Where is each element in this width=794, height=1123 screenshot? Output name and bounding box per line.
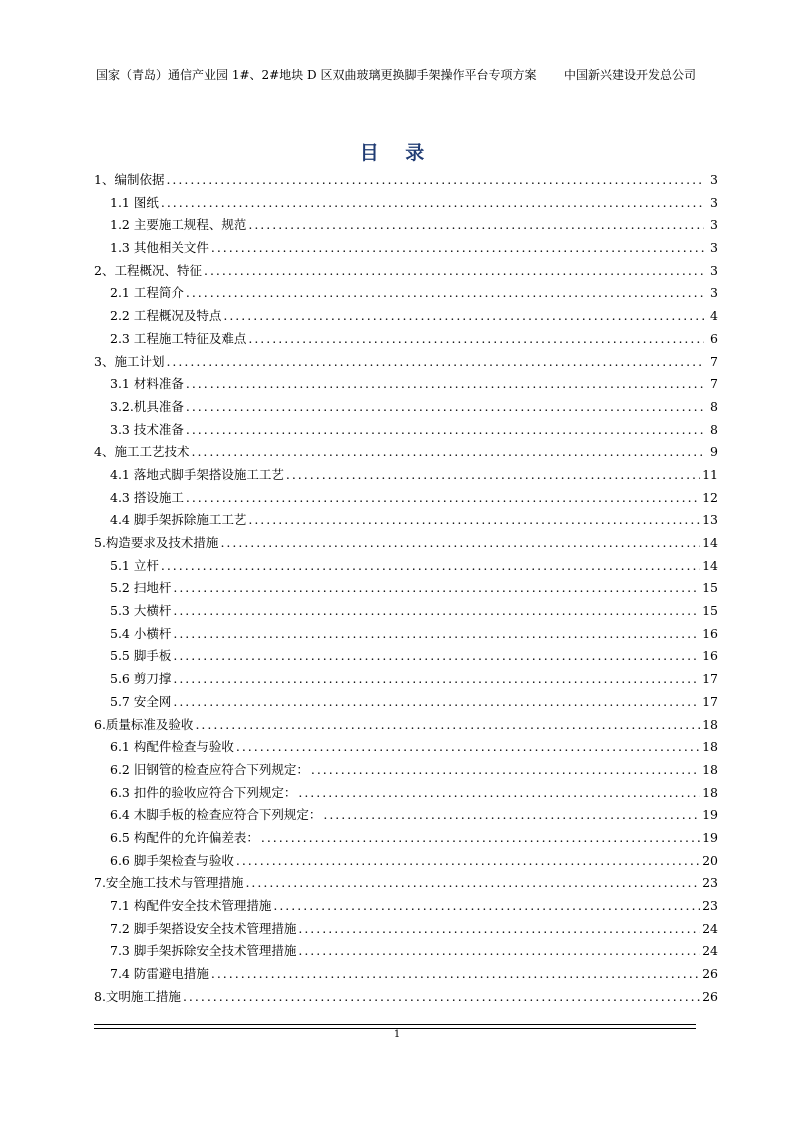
toc-dot-leader bbox=[298, 921, 700, 936]
toc-entry-label: 3、施工计划 bbox=[94, 353, 165, 369]
toc-entry-label: 5.4 小横杆 bbox=[110, 625, 172, 641]
toc-page-number: 12 bbox=[702, 489, 718, 505]
toc-page-number: 15 bbox=[702, 603, 718, 619]
toc-dot-leader bbox=[186, 285, 704, 300]
toc-title: 目 录 bbox=[359, 142, 435, 164]
toc-entry-label: 4、施工工艺技术 bbox=[94, 444, 190, 460]
toc-subentry[interactable] bbox=[94, 306, 718, 329]
toc-entry-label: 7.4 防雷避电措施 bbox=[110, 966, 209, 982]
toc-page-number: 16 bbox=[702, 648, 718, 664]
toc-page-number: 17 bbox=[702, 671, 718, 687]
toc-dot-leader bbox=[248, 331, 704, 346]
toc-dot-leader bbox=[166, 172, 704, 187]
toc-entry[interactable] bbox=[94, 352, 718, 375]
toc-entry-label: 4.1 落地式脚手架搭设施工工艺 bbox=[110, 466, 284, 482]
toc-entry-label: 7.2 脚手架搭设安全技术管理措施 bbox=[110, 920, 297, 936]
toc-subentry[interactable] bbox=[94, 283, 718, 306]
toc-subentry[interactable] bbox=[94, 760, 718, 783]
toc-entry-label: 6.4 木脚手板的检查应符合下列规定： bbox=[110, 807, 322, 823]
toc-dot-leader bbox=[166, 354, 704, 369]
toc-entry-label: 4.4 脚手架拆除施工工艺 bbox=[110, 512, 247, 528]
toc-entry-label: 5.3 大横杆 bbox=[110, 603, 172, 619]
toc-subentry[interactable] bbox=[94, 783, 718, 806]
toc-entry-label: 2.3 工程施工特征及难点 bbox=[110, 330, 247, 346]
toc-page-number: 26 bbox=[702, 966, 718, 982]
toc-subentry[interactable] bbox=[94, 896, 718, 919]
toc-page-number: 19 bbox=[702, 829, 718, 845]
toc-page-number: 6 bbox=[710, 330, 718, 346]
toc-page-number: 8 bbox=[710, 421, 718, 437]
toc-page-number: 4 bbox=[710, 308, 718, 324]
toc-page-number: 3 bbox=[710, 194, 718, 210]
toc-dot-leader bbox=[223, 308, 704, 323]
toc-page-number: 18 bbox=[702, 784, 718, 800]
page-header bbox=[96, 66, 696, 86]
toc-dot-leader bbox=[298, 943, 700, 958]
toc-page-number: 18 bbox=[702, 739, 718, 755]
toc-dot-leader bbox=[248, 217, 704, 232]
toc-entry-label: 7.1 构配件安全技术管理措施 bbox=[110, 898, 272, 913]
toc-subentry[interactable] bbox=[94, 919, 718, 942]
toc-subentry[interactable] bbox=[94, 193, 718, 216]
toc-dot-leader bbox=[261, 830, 700, 845]
toc-page-number: 24 bbox=[702, 920, 718, 936]
toc-page-number: 11 bbox=[702, 466, 718, 482]
toc-page-number: 7 bbox=[710, 353, 718, 369]
toc-entry-label: 5.1 立杆 bbox=[110, 557, 159, 573]
toc-dot-leader bbox=[286, 467, 700, 482]
toc-entry[interactable] bbox=[94, 533, 718, 556]
toc-dot-leader bbox=[211, 966, 700, 981]
toc-entry-label: 6.3 扣件的验收应符合下列规定： bbox=[110, 784, 297, 800]
toc-page-number: 7 bbox=[710, 376, 718, 392]
toc-subentry[interactable] bbox=[94, 941, 718, 964]
toc-subentry[interactable] bbox=[94, 828, 718, 851]
footer-divider bbox=[94, 1024, 696, 1025]
toc-entry-label: 6.6 脚手架检查与验收 bbox=[110, 852, 234, 868]
toc-dot-leader bbox=[245, 875, 700, 890]
toc-subentry[interactable] bbox=[94, 329, 718, 352]
toc-dot-leader bbox=[173, 580, 700, 595]
toc-dot-leader bbox=[186, 376, 704, 391]
toc-page-number: 17 bbox=[702, 693, 718, 709]
toc-entry-label: 6.质量标准及验收 bbox=[94, 716, 194, 732]
toc-page-number: 18 bbox=[702, 761, 718, 777]
toc-page-number: 26 bbox=[702, 988, 718, 1004]
toc-page-number: 19 bbox=[702, 807, 718, 823]
toc-entry-label: 5.5 脚手板 bbox=[110, 648, 172, 664]
toc-page-number: 14 bbox=[702, 557, 718, 573]
toc-page-number: 3 bbox=[710, 285, 718, 301]
toc-page-number: 23 bbox=[702, 898, 718, 913]
toc-subentry[interactable] bbox=[94, 964, 718, 987]
toc-entry-label: 6.5 构配件的允许偏差表： bbox=[110, 829, 259, 845]
toc-dot-leader bbox=[173, 671, 700, 686]
toc-entry-label: 3.2.机具准备 bbox=[110, 398, 184, 414]
toc-dot-leader bbox=[191, 444, 704, 459]
toc-subentry[interactable] bbox=[94, 805, 718, 828]
toc-entry-label: 5.2 扫地杆 bbox=[110, 580, 172, 596]
toc-subentry[interactable] bbox=[94, 669, 718, 692]
toc-entry-label: 1.2 主要施工规程、规范 bbox=[110, 217, 247, 233]
toc-dot-leader bbox=[173, 694, 700, 709]
toc-dot-leader bbox=[173, 603, 700, 618]
toc-page-number: 9 bbox=[710, 444, 718, 460]
toc-entry-label: 5.构造要求及技术措施 bbox=[94, 535, 219, 550]
toc-page-number: 8 bbox=[710, 398, 718, 414]
toc-page-number: 24 bbox=[702, 943, 718, 959]
toc-dot-leader bbox=[161, 195, 704, 210]
toc-page-number: 18 bbox=[702, 716, 718, 732]
toc-page-number: 23 bbox=[702, 875, 718, 891]
toc-dot-leader bbox=[236, 739, 700, 754]
toc-dot-leader bbox=[183, 989, 700, 1004]
toc-entry-label: 4.3 搭设施工 bbox=[110, 489, 184, 505]
toc-subentry[interactable] bbox=[94, 624, 718, 647]
toc-entry-label: 2、工程概况、特征 bbox=[94, 262, 202, 278]
toc-dot-leader bbox=[195, 717, 700, 732]
toc-entry-label: 6.1 构配件检查与验收 bbox=[110, 739, 234, 755]
toc-dot-leader bbox=[173, 626, 700, 641]
toc-dot-leader bbox=[186, 422, 704, 437]
toc-entry[interactable] bbox=[94, 261, 718, 284]
toc-entry-label: 8.文明施工措施 bbox=[94, 988, 181, 1004]
toc-dot-leader bbox=[236, 853, 700, 868]
toc-entry-label: 1.1 图纸 bbox=[110, 194, 159, 210]
toc-dot-leader bbox=[186, 490, 700, 505]
toc-subentry[interactable] bbox=[94, 465, 718, 488]
toc-subentry[interactable] bbox=[94, 488, 718, 511]
toc-subentry[interactable] bbox=[94, 737, 718, 760]
toc-dot-leader bbox=[311, 762, 700, 777]
toc-subentry[interactable] bbox=[94, 510, 718, 533]
toc-page-number: 15 bbox=[702, 580, 718, 596]
toc-dot-leader bbox=[248, 512, 700, 527]
toc-entry-label: 1.3 其他相关文件 bbox=[110, 240, 209, 256]
toc-subentry[interactable] bbox=[94, 420, 718, 443]
toc-entry-label: 5.7 安全网 bbox=[110, 693, 172, 709]
toc-entry[interactable] bbox=[94, 987, 718, 1010]
toc-page-number: 3 bbox=[710, 240, 718, 256]
toc-entry[interactable] bbox=[94, 873, 718, 896]
toc-dot-leader bbox=[161, 558, 700, 573]
toc-dot-leader bbox=[173, 648, 700, 663]
toc-dot-leader bbox=[298, 785, 700, 800]
toc-entry-label: 7.安全施工技术与管理措施 bbox=[94, 875, 244, 891]
toc-subentry[interactable] bbox=[94, 397, 718, 420]
toc-entry-label: 3.1 材料准备 bbox=[110, 376, 184, 392]
toc-entry[interactable] bbox=[94, 170, 718, 193]
toc-dot-leader bbox=[323, 807, 700, 822]
header-document-title: 国家（青岛）通信产业园 1#、2#地块 D 区双曲玻璃更换脚手架操作平台专项方案 bbox=[96, 68, 537, 82]
toc-dot-leader bbox=[186, 399, 704, 414]
toc-entry-label: 2.2 工程概况及特点 bbox=[110, 308, 222, 324]
toc-subentry[interactable] bbox=[94, 374, 718, 397]
toc-entry-label: 2.1 工程简介 bbox=[110, 285, 184, 301]
toc-subentry[interactable] bbox=[94, 238, 718, 261]
toc-page-number: 14 bbox=[702, 535, 718, 550]
toc-dot-leader bbox=[273, 898, 700, 913]
toc-subentry[interactable] bbox=[94, 215, 718, 238]
toc-dot-leader bbox=[204, 263, 704, 278]
toc-entry[interactable] bbox=[94, 715, 718, 738]
toc-subentry[interactable] bbox=[94, 556, 718, 579]
toc-dot-leader bbox=[211, 240, 704, 255]
toc-entry[interactable] bbox=[94, 442, 718, 465]
toc-page-number: 16 bbox=[702, 625, 718, 641]
toc-subentry[interactable] bbox=[94, 578, 718, 601]
toc-dot-leader bbox=[220, 535, 700, 550]
toc-page-number: 13 bbox=[702, 512, 718, 528]
toc-entry-label: 6.2 旧钢管的检查应符合下列规定： bbox=[110, 761, 309, 777]
toc-page-number: 3 bbox=[710, 172, 718, 187]
toc-entry-label: 5.6 剪刀撑 bbox=[110, 671, 172, 687]
header-company-name: 中国新兴建设开发总公司 bbox=[563, 68, 696, 82]
toc-page-number: 3 bbox=[710, 217, 718, 233]
toc-entry-label: 7.3 脚手架拆除安全技术管理措施 bbox=[110, 943, 297, 959]
toc-subentry[interactable] bbox=[94, 851, 718, 874]
toc-page-number: 20 bbox=[702, 852, 718, 868]
toc-page-number: 3 bbox=[710, 262, 718, 278]
toc-entry-label: 1、编制依据 bbox=[94, 172, 165, 187]
toc-subentry[interactable] bbox=[94, 601, 718, 624]
page-number: 1 bbox=[393, 1029, 401, 1040]
table-of-contents bbox=[94, 170, 718, 1009]
toc-entry-label: 3.3 技术准备 bbox=[110, 421, 184, 437]
toc-subentry[interactable] bbox=[94, 692, 718, 715]
toc-subentry[interactable] bbox=[94, 646, 718, 669]
